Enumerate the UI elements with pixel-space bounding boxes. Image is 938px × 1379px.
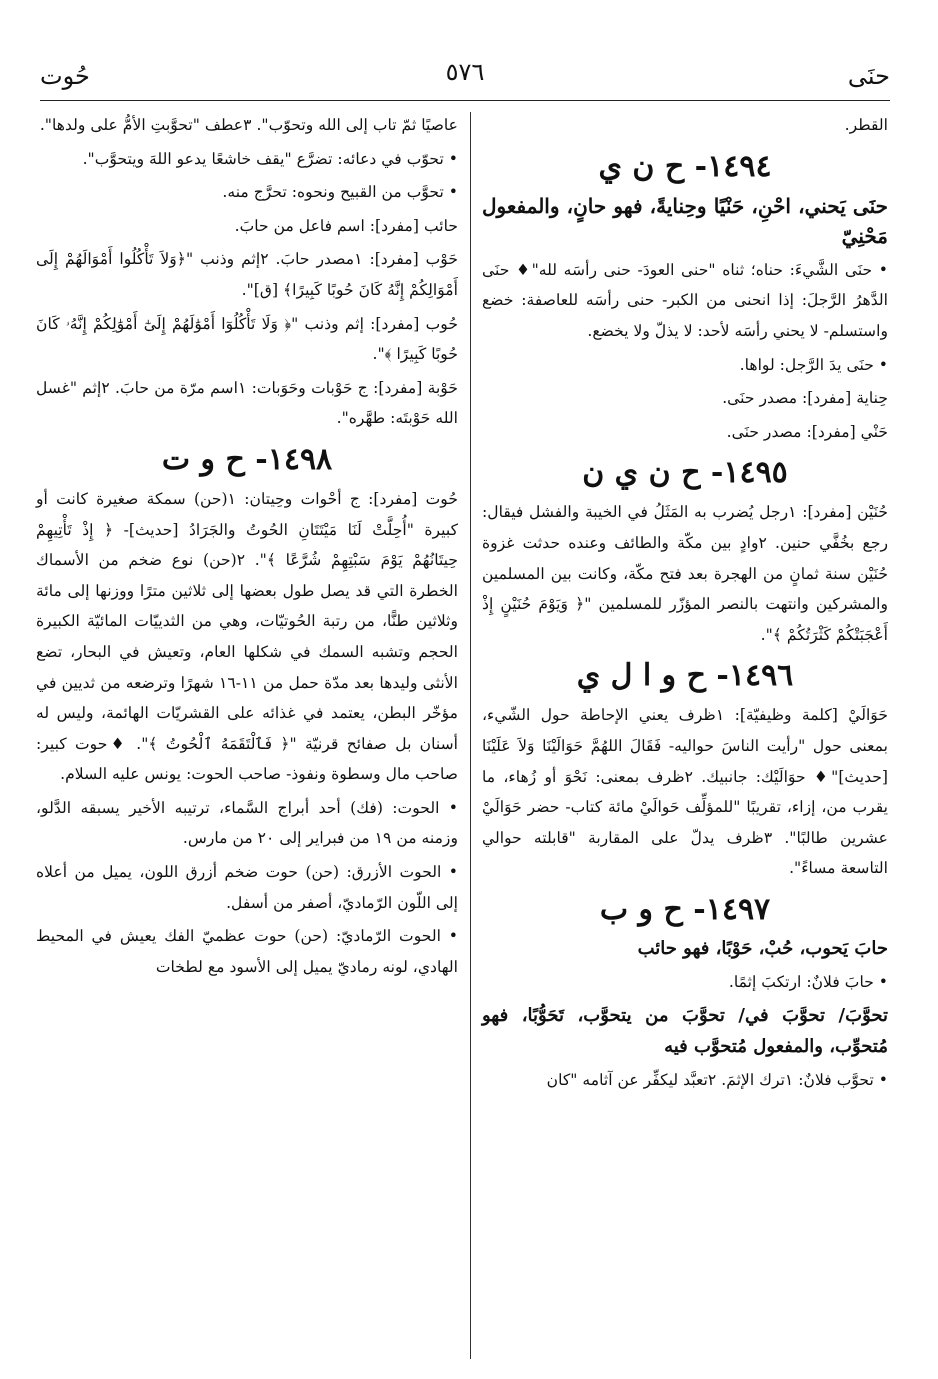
header-last-word: حُوت bbox=[40, 62, 90, 90]
entry-text: • تحوَّب فلانٌ: ١ترك الإثمَ. ٢تعبَّد ليكفِّر عن آثامه "كان bbox=[546, 1071, 888, 1090]
header-rule bbox=[40, 100, 890, 101]
root-heading: ١٤٩٤- ح ن ي bbox=[598, 148, 772, 184]
entry-text: • حنَى الشَّيءَ: حناه؛ ثناه "حنى العودَ- حنى رأسَه لله"♦ حنَى الدَّهرُ الرَّجلَ: إذا انحنى من الكبر- حنى رأسَه للعاصفة: خضع واستسلم- لا يحني رأسَه لأحد: لا يذلّ ولا يخضع. bbox=[482, 260, 888, 340]
entry-text: حُوب [مفرد]: إثم وذنب "﴿ وَلَا تَأْكُلُوٓا أَمْوَٰلَهُمْ إِلَىٰٓ أَمْوَٰلِكُمْ إِنَّهُۥ كَانَ حُوبًا كَبِيرًا ﴾". bbox=[36, 314, 458, 364]
right-column bbox=[482, 110, 888, 1099]
entry-text: حَوَالَيْ [كلمة وظيفيّة]: ١ظرف يعني الإحاطة حول الشّيء، بمعنى حول "رأيت الناسَ حواليه- فَقَالَ اللهُمَّ حَوَالَيْنَا وَلاَ عَلَيْنَا [حديث]"♦ حوَالَيْك: جانبيك. ٢ظرف بمعنى: نَحْوَ أو زُهاء، ما يقرب من، إزاء، تقريبًا "للمؤلِّف حَوالَيْ مائة كتاب- حضر حَوَالَيْ عشرين طالبًا". ٣ظرف يدلّ على المقاربة "قابلته حوالي التاسعة مساءً". bbox=[482, 706, 888, 878]
root-heading: ١٤٩٦- ح و ا ل ي bbox=[576, 658, 794, 694]
page-header bbox=[40, 52, 890, 96]
entry-text: • الحوت الأزرق: (حن) حوت ضخم أزرق اللون، يميل من أعلاه إلى اللّون الرّماديّ، أصفر من أسفل. bbox=[36, 863, 458, 912]
entry-text: تحوَّبَ/ تحوَّبَ في/ تحوَّبَ من يتحوَّب، تَحَوُّبًا، فهو مُتحوِّب، والمفعول مُتحوَّب فيه bbox=[482, 1005, 888, 1057]
entry-text: • حنَى يدَ الرَّجل: لواها. bbox=[739, 355, 888, 374]
root-heading: ١٤٩٨- ح و ت bbox=[161, 441, 333, 477]
entry-text: حابَ يَحوب، حُبْ، حَوْبًا، فهو حائب bbox=[637, 937, 888, 959]
entry-text: • الحوت الرّماديّ: (حن) حوت عظميّ الفك يعيش في المحيط الهادي، لونه رماديّ يميل إلى الأسود مع لطخات bbox=[36, 927, 458, 976]
entry-text: القطر. bbox=[844, 116, 888, 134]
entry-text: حُوت [مفرد]: ج أحْوات وحِيتان: ١(حن) سمكة صغيرة كانت أو كبيرة "أُحِلَّتْ لَنَا مَيْتَتَانِ الحُوتُ والجَرَادُ [حديث]- ﴿ إِذْ تَأْتِيهِمْ حِيتَانُهُمْ يَوْمَ سَبْتِهِمْ شُرَّعًا ﴾". ٢(حن) نوع ضخم من الأسماك الخطرة التي قد يصل طول بعضها إلى ثلاثين مترًا ووزنها إلى مائة وثلاثين طنًّا، من رتبة الحُوتيّات، وهي من الثدييّات المائيّة الكبيرة الحجم وتشبه السمك في شكلها العام، وتعيش في البحار، تضع الأنثى وليدها بعد مدّة حمل من ١١-١٦ شهرًا وترضعه من ثديين في مؤخّر البطن، يعتمد في غذائه على القشريّات الهائمة، وليس له أسنان بل صفائح قرنيّة "﴿ فَٱلْتَقَمَهُ ٱلْحُوتُ ﴾". ♦حوت كبير: صاحب مال وسطوة ونفوذ- صاحب الحوت: يونس عليه السلام. bbox=[36, 489, 459, 784]
entry-text: حنَى يَحني، احْنِ، حَنْيًا وحِنايةً، فهو حانٍ، والمفعول مَحْنِيّ bbox=[482, 193, 888, 249]
left-column bbox=[36, 110, 458, 985]
page-number: ٥٧٦ bbox=[445, 58, 485, 86]
entry-text: • تحوّب في دعائه: تضرَّع "يقف خاشعًا يدعو اللهَ ويتحوَّب". bbox=[82, 149, 458, 168]
entry-text: حَنْي [مفرد]: مصدر حنَى. bbox=[726, 422, 888, 441]
entry-text: عاصيًا ثمّ تاب إلى الله وتحوّب". ٣عطف "تحوَّبتِ الأمُّ على ولدها". bbox=[39, 116, 458, 134]
entry-text: حِناية [مفرد]: مصدر حنَى. bbox=[722, 389, 888, 408]
column-divider bbox=[470, 112, 471, 1359]
entry-text: • الحوت: (فك) أحد أبراج السَّماء، ترتيبه الأخير يسبقه الدَّلو، وزمنه من ١٩ من فبراير إلى ٢٠ من مارس. bbox=[36, 798, 458, 848]
entry-text: • تحوَّب من القبيح ونحوه: تحرَّج منه. bbox=[222, 183, 458, 202]
entry-text: حائب [مفرد]: اسم فاعل من حابَ. bbox=[234, 216, 458, 235]
entry-text: • حابَ فلانٌ: ارتكبَ إثمًا. bbox=[728, 973, 888, 992]
entry-text: حَوْبة [مفرد]: ج حَوْبات وحَوَبات: ١اسم مرّة من حابَ. ٢إثم "غسل الله حَوْبتَه: طهَّره". bbox=[36, 378, 458, 428]
root-heading: ١٤٩٥- ح ن ي ن bbox=[582, 455, 788, 491]
entry-text: حُنَيْن [مفرد]: ١رجل يُضرب به المَثَلُ في الخيبة والفشل فيقال: رجع بخُفَّي حنين. ٢وادٍ بين مكّة والطائف وعنده حدثت غزوة حُنَيْن سنة ثمانٍ من الهجرة بعد فتح مكّة، وكانت بين المسلمين والمشركين وانتهت بالنصر المؤزّر للمسلمين "﴿ وَيَوْمَ حُنَيْنٍ إِذْ أَعْجَبَتْكُمْ كَثْرَتُكُمْ ﴾". bbox=[482, 503, 888, 644]
root-heading: ١٤٩٧- ح و ب bbox=[599, 891, 771, 927]
header-first-word: حنَى bbox=[847, 62, 890, 90]
entry-text: حَوْب [مفرد]: ١مصدر حابَ. ٢إثم وذنب "﴿وَلاَ تَأْكُلُوا أَمْوَالَهُمْ إِلَى أَمْوَالِكُمْ إِنَّهُ كَانَ حُوبًا كَبِيرًا﴾ [ق]". bbox=[36, 250, 459, 299]
